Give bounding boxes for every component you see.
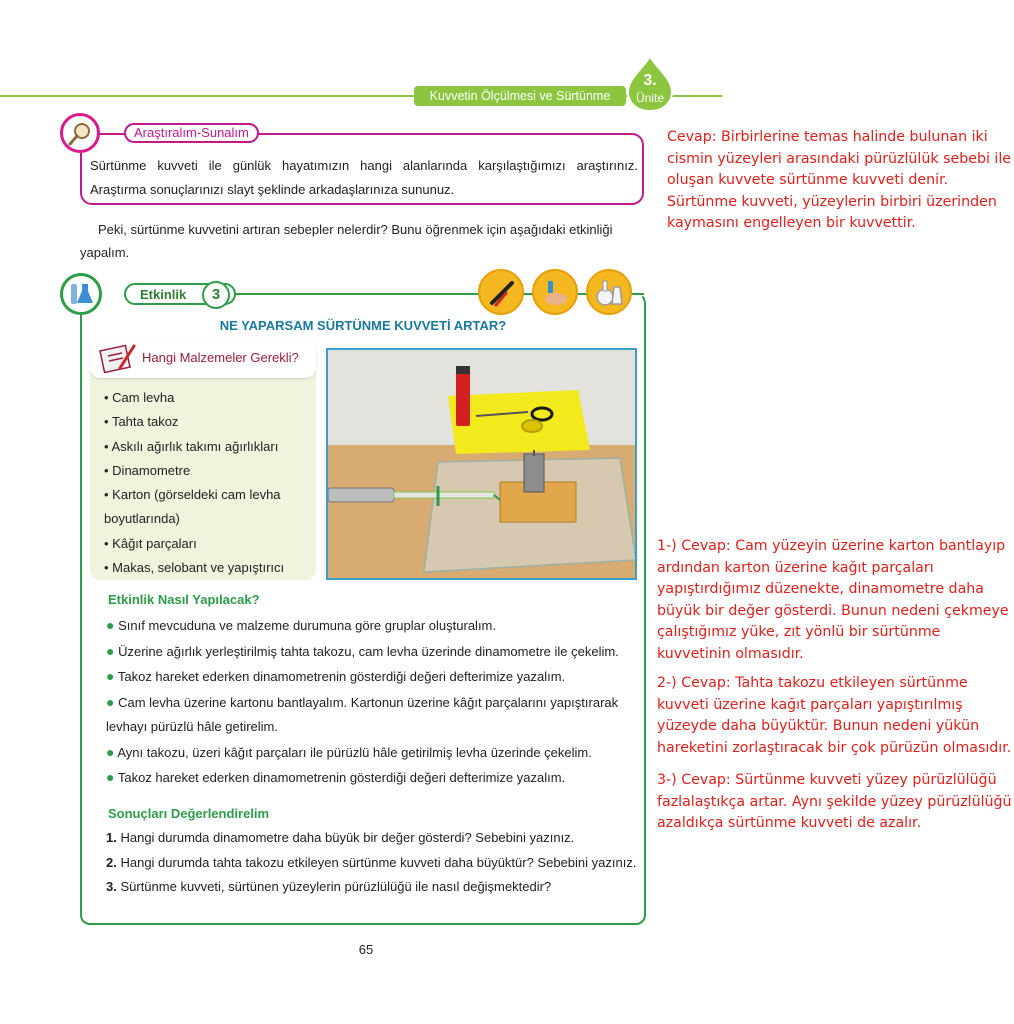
activity-badge xyxy=(60,273,102,315)
step-text: Aynı takozu, üzeri kâğıt parçaları ile pürüzlü hâle getirilmiş levha üzerinde çekelim. xyxy=(117,744,592,760)
materials-title: Hangi Malzemeler Gerekli? xyxy=(142,350,299,365)
activity-label: Etkinlik xyxy=(140,287,187,302)
unit-badge xyxy=(626,54,674,112)
research-title: Araştıralım-Sunalım xyxy=(124,123,259,143)
activity-title: NE YAPARSAM SÜRTÜNME KUVVETİ ARTAR? xyxy=(219,318,507,333)
answer-2: 2-) Cevap: Tahta takozu etkileyen sürtünme kuvveti üzerine kağıt parçaları yapıştırılmış yüzeyde daha büyüktür. Bunun nedeni yükün hareketini zorlaştıracak bir çok pürüzün olmasıdır. xyxy=(657,675,1012,756)
questions-list xyxy=(90,826,642,900)
clipboard-icon xyxy=(96,342,138,374)
intro-paragraph: Peki, sürtünme kuvvetini artıran sebepler nelerdir? Bunu öğrenmek için aşağıdaki etkinliği yapalım. xyxy=(80,222,613,260)
results-title: Sonuçları Değerlendirelim xyxy=(108,806,270,821)
bullet-icon: ● xyxy=(106,642,115,659)
unit-label: Ünite xyxy=(635,91,664,105)
experiment-photo xyxy=(326,348,637,580)
research-text: Sürtünme kuvveti ile günlük hayatımızın hangi alanlarında karşılaştığımızı araştırınız. Araştırma sonuçlarınızı slayt şeklinde arkadaşlarınıza sununuz. xyxy=(90,158,638,197)
steps-list xyxy=(90,613,642,791)
step-text: Sınıf mevcuduna ve malzeme durumuna göre gruplar oluşturalım. xyxy=(118,618,497,633)
list-item xyxy=(90,851,642,876)
step-text: Cam levha üzerine kartonu bantlayalım. Kartonun üzerine kâğıt parçalarını yapıştırarak levhayı pürüzlü hâle getirelim. xyxy=(106,694,619,734)
step-text: Üzerine ağırlık yerleştirilmiş tahta takozu, cam levha üzerinde dinamometre ile çekelim. xyxy=(118,643,619,659)
glassware-badge xyxy=(586,269,632,315)
materials-list xyxy=(96,386,312,580)
bullet-icon: ● xyxy=(106,743,115,760)
hands-badge xyxy=(532,269,578,315)
bullet-icon: ● xyxy=(106,693,115,710)
chapter-title: Kuvvetin Ölçülmesi ve Sürtünme xyxy=(414,86,626,106)
question-number: 3. xyxy=(106,879,117,894)
step-text: Takoz hareket ederken dinamometrenin gösterdiği değeri defterimize yazalım. xyxy=(117,770,566,785)
unit-number: 3. xyxy=(643,72,657,89)
glassware-icon xyxy=(594,277,626,309)
scissors-badge xyxy=(478,269,524,315)
list-item: • Makas, selobant ve yapıştırıcı xyxy=(96,556,312,580)
list-item: • Tahta takoz xyxy=(96,410,312,434)
step-text: Takoz hareket ederken dinamometrenin gösterdiği değeri defterimize yazalım. xyxy=(117,669,566,684)
research-badge xyxy=(60,113,100,153)
list-item xyxy=(90,613,642,639)
experiment-illustration xyxy=(328,350,637,580)
list-item: • Dinamometre xyxy=(96,459,312,483)
list-item xyxy=(90,690,642,740)
bullet-icon: ● xyxy=(106,769,115,785)
list-item: • Askılı ağırlık takımı ağırlıkları xyxy=(96,435,312,459)
hands-icon xyxy=(540,277,572,309)
list-item xyxy=(90,765,642,791)
question-text: Hangi durumda dinamometre daha büyük bir değer gösterdi? Sebebini yazınız. xyxy=(120,830,575,845)
list-item xyxy=(90,740,642,766)
answer-definition: Cevap: Birbirlerine temas halinde bulunan iki cismin yüzeyleri arasındaki pürüzlülük sebebi ile oluşan kuvvete sürtünme kuvveti denir. Sürtünme kuvveti, yüzeylerin birbiri üzerinden kaymasını engelleyen bir kuvvettir. xyxy=(667,129,1012,232)
bullet-icon: ● xyxy=(106,668,115,684)
list-item xyxy=(90,664,642,690)
list-item: • Kâğıt parçaları xyxy=(96,532,312,556)
activity-number: 3 xyxy=(202,281,230,309)
list-item: • Karton (görseldeki cam levha boyutlarında) xyxy=(96,483,312,532)
question-number: 1. xyxy=(106,830,117,845)
answer-1: 1-) Cevap: Cam yüzeyin üzerine karton bantlayıp ardından karton üzerine kağıt parçaları yapıştırdığımız düzenekte, dinamometre daha büyük bir değer gösterdi. Bunun nedeni çekmeye çalıştığımız yüke, zıt yönlü bir sürtünme kuvvetinin olmasıdır. xyxy=(657,538,1009,662)
answer-3: 3-) Cevap: Sürtünme kuvveti yüzey pürüzlülüğü fazlalaştıkça artar. Aynı şekilde yüzey pürüzlülüğü azaldıkça sürtünme kuvveti de azalır. xyxy=(657,772,1012,832)
list-item xyxy=(90,639,642,665)
scissors-icon xyxy=(486,277,518,309)
magnifier-icon xyxy=(67,120,95,148)
page-number: 65 xyxy=(358,942,374,957)
question-text: Sürtünme kuvveti, sürtünen yüzeylerin pürüzlülüğü ile nasıl değişmektedir? xyxy=(120,879,552,894)
list-item xyxy=(90,826,642,851)
list-item: • Cam levha xyxy=(96,386,312,410)
activity-frame-top xyxy=(228,293,644,295)
flask-icon xyxy=(67,280,95,308)
activity-label-pill xyxy=(124,283,236,305)
list-item xyxy=(90,875,642,900)
question-number: 2. xyxy=(106,854,117,870)
how-title: Etkinlik Nasıl Yapılacak? xyxy=(108,592,260,607)
materials-header xyxy=(90,338,316,378)
question-text: Hangi durumda tahta takozu etkileyen sürtünme kuvveti daha büyüktür? Sebebini yazınız. xyxy=(120,854,637,870)
bullet-icon: ● xyxy=(106,617,115,633)
